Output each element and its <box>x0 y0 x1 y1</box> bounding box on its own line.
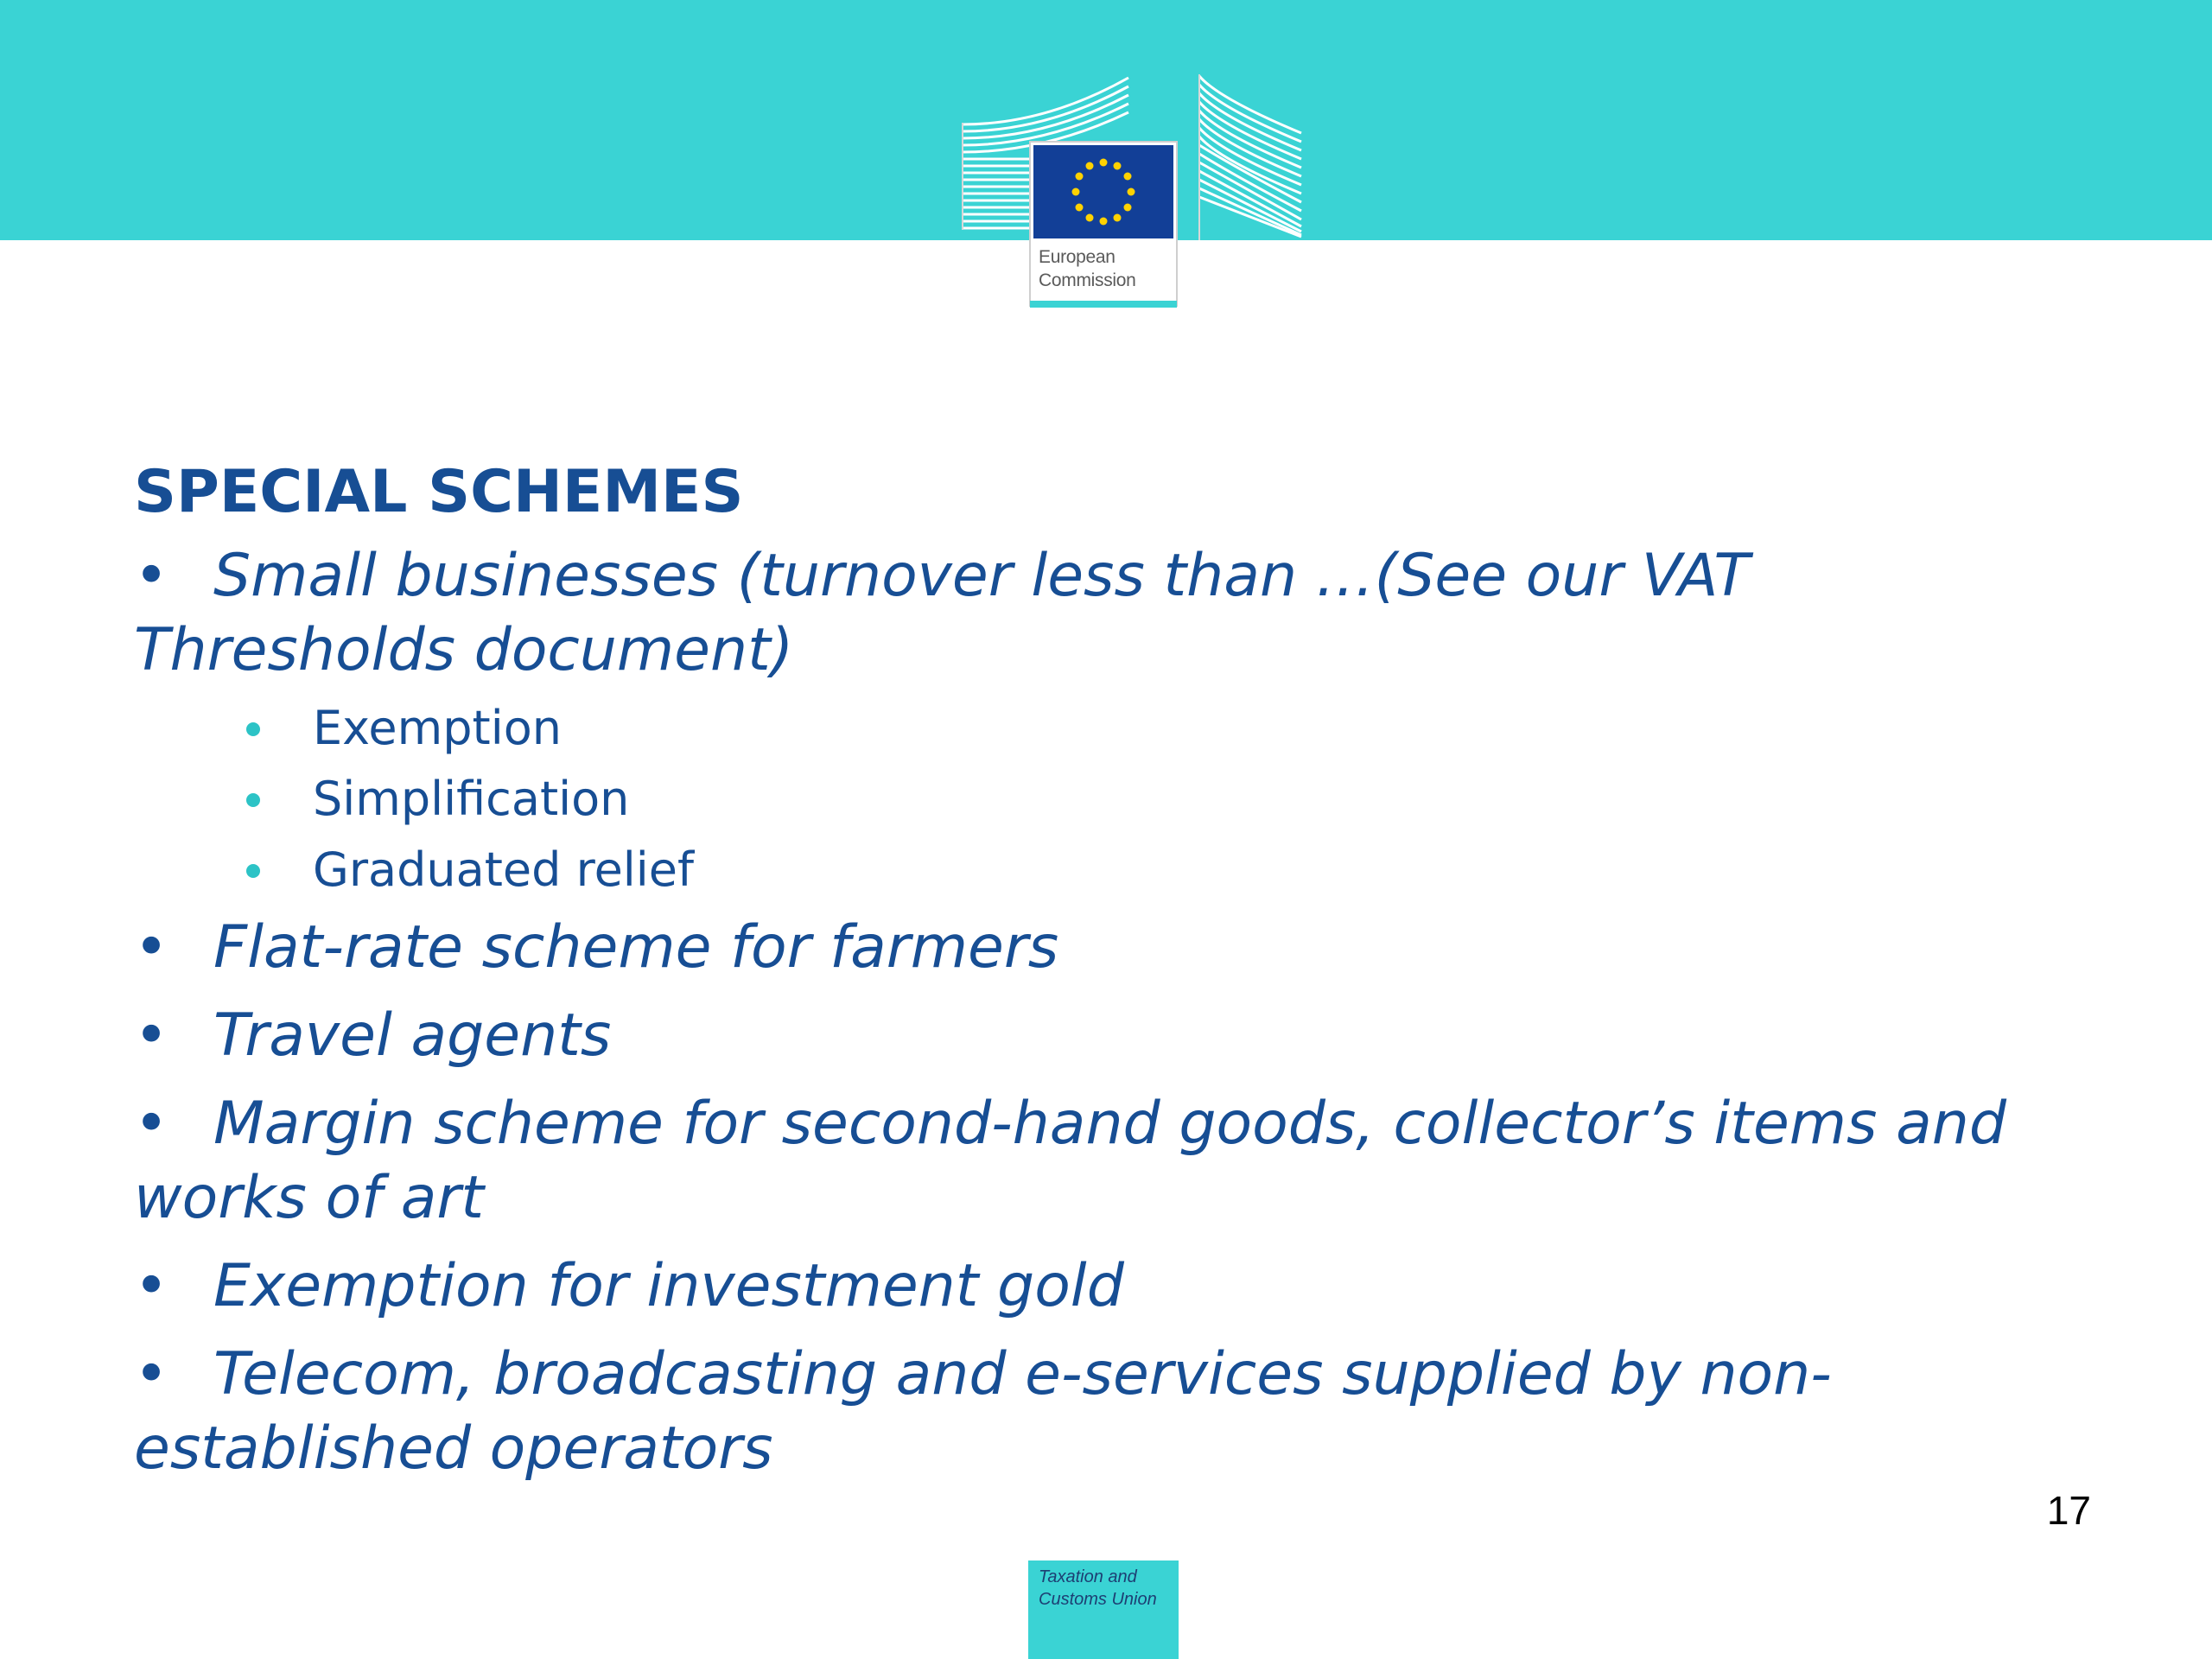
sub-bullet-item <box>134 693 2035 764</box>
bullet-text: Flat-rate scheme for farmers <box>213 913 1059 982</box>
sub-bullet-dot-icon <box>246 864 260 878</box>
footer-line-customs: Customs Union <box>1039 1590 1157 1609</box>
bullet-icon: • <box>134 1090 169 1158</box>
bullet-item <box>134 999 2035 1073</box>
sub-bullet-dot-icon <box>246 722 260 736</box>
sub-bullet-list <box>134 693 2035 906</box>
bullet-item <box>134 1087 2035 1236</box>
page-number: 17 <box>2046 1488 2091 1533</box>
bullet-item <box>134 911 2035 985</box>
sub-bullet-text: Graduated relief <box>313 842 695 897</box>
logo-line-commission: Commission <box>1039 270 1136 290</box>
bullet-icon: • <box>134 1340 169 1408</box>
slide-title: SPECIAL SCHEMES <box>134 458 744 526</box>
european-commission-logo <box>959 73 1305 309</box>
footer-dg-tag <box>1028 1560 1179 1659</box>
sub-bullet-item <box>134 835 2035 906</box>
bullet-text: Travel agents <box>213 1001 612 1070</box>
slide-content <box>134 449 2035 1486</box>
footer-line-taxation: Taxation and <box>1039 1567 1137 1586</box>
bullet-text: Telecom, broadcasting and e-services supplied by non-established operators <box>134 1340 1832 1483</box>
bullet-text: Margin scheme for second-hand goods, collector’s items and works of art <box>134 1090 2006 1232</box>
bullet-text: Small businesses (turnover less than …(See our VAT Thresholds document) <box>134 542 1750 684</box>
bullet-icon: • <box>134 542 169 610</box>
sub-bullet-item <box>134 764 2035 835</box>
bullet-item <box>134 539 2035 688</box>
bullet-item <box>134 1249 2035 1324</box>
bullet-icon: • <box>134 1252 169 1320</box>
sub-bullet-dot-icon <box>246 793 260 807</box>
sub-bullet-text: Exemption <box>313 701 562 755</box>
logo-line-european: European <box>1039 247 1116 267</box>
sub-bullet-text: Simplification <box>313 772 630 826</box>
bullet-icon: • <box>134 913 169 982</box>
logo-text <box>1039 245 1177 292</box>
bullet-item <box>134 1338 2035 1486</box>
bullet-text: Exemption for investment gold <box>213 1252 1124 1320</box>
bullet-icon: • <box>134 1001 169 1070</box>
